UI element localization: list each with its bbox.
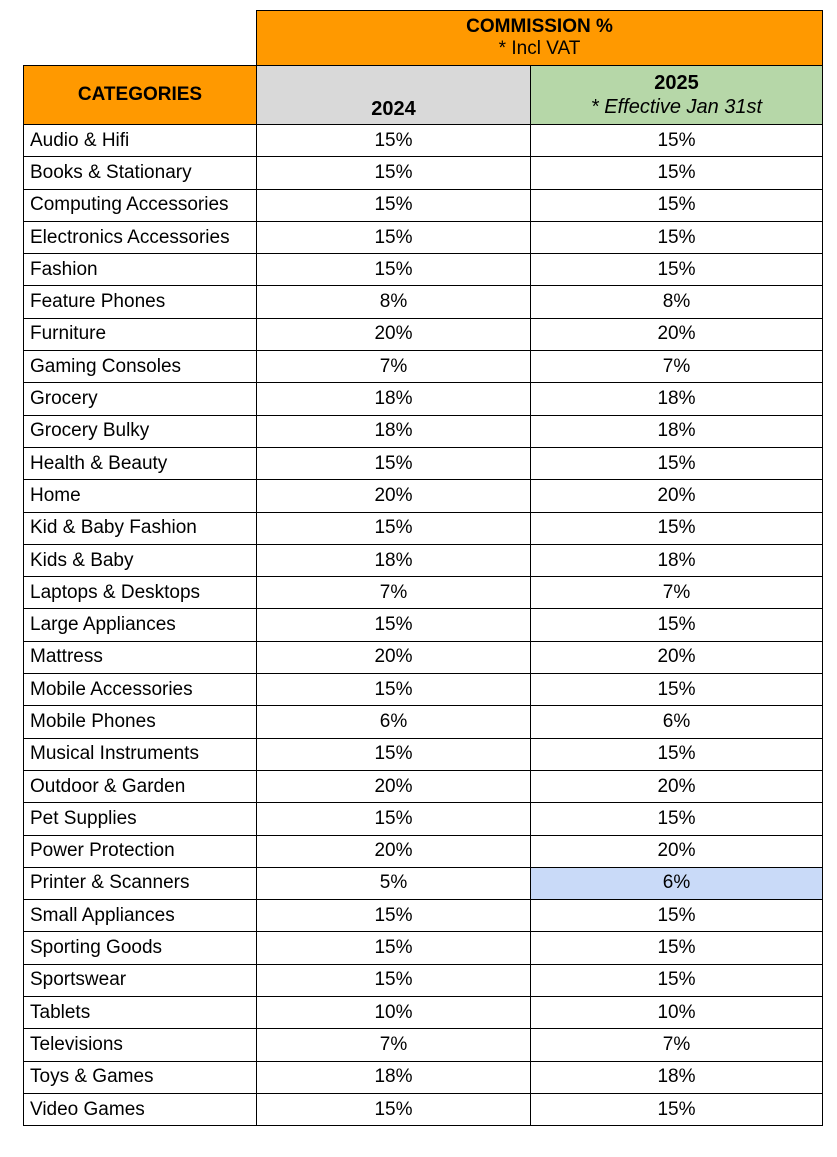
commission-table xyxy=(23,10,823,1126)
commission-2025-cell: 15% xyxy=(531,157,823,189)
commission-2024-cell: 15% xyxy=(257,1093,531,1125)
table-row xyxy=(24,286,823,318)
table-row xyxy=(24,997,823,1029)
commission-2024-cell: 20% xyxy=(257,641,531,673)
commission-2024-cell: 20% xyxy=(257,480,531,512)
commission-2024-cell: 8% xyxy=(257,286,531,318)
table-row xyxy=(24,609,823,641)
commission-header xyxy=(257,11,823,66)
commission-2025-cell: 7% xyxy=(531,1029,823,1061)
commission-2025-cell: 7% xyxy=(531,351,823,383)
table-row xyxy=(24,900,823,932)
commission-2025-cell: 10% xyxy=(531,997,823,1029)
table-row xyxy=(24,544,823,576)
commission-2024-cell: 15% xyxy=(257,254,531,286)
table-row xyxy=(24,577,823,609)
category-cell: Home xyxy=(24,480,257,512)
table-row xyxy=(24,1029,823,1061)
table-row xyxy=(24,803,823,835)
commission-2024-cell: 20% xyxy=(257,835,531,867)
commission-2024-cell: 15% xyxy=(257,189,531,221)
commission-2024-cell: 15% xyxy=(257,932,531,964)
commission-title: COMMISSION % xyxy=(466,16,613,37)
table-row xyxy=(24,447,823,479)
commission-2024-cell: 15% xyxy=(257,125,531,157)
category-cell: Televisions xyxy=(24,1029,257,1061)
commission-2024-cell: 10% xyxy=(257,997,531,1029)
commission-2024-cell: 20% xyxy=(257,318,531,350)
commission-2024-cell: 18% xyxy=(257,415,531,447)
category-cell: Audio & Hifi xyxy=(24,125,257,157)
table-row xyxy=(24,189,823,221)
table-row xyxy=(24,383,823,415)
category-cell: Printer & Scanners xyxy=(24,867,257,899)
commission-2024-cell: 7% xyxy=(257,351,531,383)
commission-2024-cell: 5% xyxy=(257,867,531,899)
commission-2024-cell: 18% xyxy=(257,1061,531,1093)
header-row-top xyxy=(24,11,823,66)
commission-2025-cell: 15% xyxy=(531,189,823,221)
commission-2025-cell: 15% xyxy=(531,900,823,932)
year-2025-note: * Effective Jan 31st xyxy=(590,96,763,118)
commission-2025-cell: 20% xyxy=(531,835,823,867)
category-cell: Power Protection xyxy=(24,835,257,867)
category-cell: Pet Supplies xyxy=(24,803,257,835)
table-row xyxy=(24,512,823,544)
category-cell: Musical Instruments xyxy=(24,738,257,770)
commission-2024-cell: 15% xyxy=(257,221,531,253)
categories-header: CATEGORIES xyxy=(24,66,257,125)
header-corner-blank xyxy=(24,11,257,66)
commission-2024-cell: 15% xyxy=(257,157,531,189)
table-row xyxy=(24,221,823,253)
commission-2024-cell: 7% xyxy=(257,1029,531,1061)
commission-2025-cell: 18% xyxy=(531,1061,823,1093)
table-row xyxy=(24,964,823,996)
table-row xyxy=(24,480,823,512)
table-row xyxy=(24,318,823,350)
commission-2024-cell: 15% xyxy=(257,900,531,932)
table-row xyxy=(24,932,823,964)
category-cell: Computing Accessories xyxy=(24,189,257,221)
table-row xyxy=(24,738,823,770)
table-row xyxy=(24,157,823,189)
category-cell: Small Appliances xyxy=(24,900,257,932)
table-row xyxy=(24,835,823,867)
commission-2025-cell: 15% xyxy=(531,447,823,479)
category-cell: Mobile Phones xyxy=(24,706,257,738)
commission-2024-cell: 7% xyxy=(257,577,531,609)
year-2025-label: 2025 xyxy=(654,72,699,94)
category-cell: Grocery xyxy=(24,383,257,415)
table-row xyxy=(24,706,823,738)
commission-2025-cell: 6% xyxy=(531,706,823,738)
table-row xyxy=(24,770,823,802)
commission-2025-cell: 15% xyxy=(531,803,823,835)
table-row xyxy=(24,254,823,286)
commission-2024-cell: 15% xyxy=(257,609,531,641)
year-2025-header xyxy=(531,66,823,125)
category-cell: Health & Beauty xyxy=(24,447,257,479)
commission-2025-cell: 15% xyxy=(531,512,823,544)
commission-2024-cell: 15% xyxy=(257,447,531,479)
commission-2024-cell: 18% xyxy=(257,383,531,415)
commission-2024-cell: 6% xyxy=(257,706,531,738)
year-2024-header: 2024 xyxy=(257,66,531,125)
table-row xyxy=(24,415,823,447)
commission-2025-cell: 18% xyxy=(531,415,823,447)
commission-2025-cell: 7% xyxy=(531,577,823,609)
commission-2025-cell: 15% xyxy=(531,254,823,286)
table-row xyxy=(24,125,823,157)
category-cell: Kid & Baby Fashion xyxy=(24,512,257,544)
table-row xyxy=(24,1061,823,1093)
commission-2025-cell: 20% xyxy=(531,641,823,673)
commission-2025-cell: 8% xyxy=(531,286,823,318)
category-cell: Gaming Consoles xyxy=(24,351,257,383)
commission-2025-cell: 15% xyxy=(531,221,823,253)
commission-2025-cell: 15% xyxy=(531,932,823,964)
category-cell: Kids & Baby xyxy=(24,544,257,576)
category-cell: Mattress xyxy=(24,641,257,673)
category-cell: Furniture xyxy=(24,318,257,350)
category-cell: Feature Phones xyxy=(24,286,257,318)
commission-2024-cell: 15% xyxy=(257,738,531,770)
commission-note: * Incl VAT xyxy=(498,38,581,59)
category-cell: Grocery Bulky xyxy=(24,415,257,447)
category-cell: Laptops & Desktops xyxy=(24,577,257,609)
commission-2024-cell: 18% xyxy=(257,544,531,576)
commission-2025-cell: 20% xyxy=(531,770,823,802)
commission-2025-cell: 15% xyxy=(531,1093,823,1125)
category-cell: Outdoor & Garden xyxy=(24,770,257,802)
category-cell: Mobile Accessories xyxy=(24,674,257,706)
commission-2024-cell: 15% xyxy=(257,803,531,835)
commission-2024-cell: 20% xyxy=(257,770,531,802)
commission-2025-cell: 15% xyxy=(531,609,823,641)
commission-2025-cell: 15% xyxy=(531,964,823,996)
category-cell: Video Games xyxy=(24,1093,257,1125)
category-cell: Books & Stationary xyxy=(24,157,257,189)
category-cell: Fashion xyxy=(24,254,257,286)
commission-2025-cell: 15% xyxy=(531,674,823,706)
table-row xyxy=(24,641,823,673)
header-row-columns xyxy=(24,66,823,125)
category-cell: Toys & Games xyxy=(24,1061,257,1093)
category-cell: Large Appliances xyxy=(24,609,257,641)
table-row xyxy=(24,1093,823,1125)
commission-2024-cell: 15% xyxy=(257,964,531,996)
table-row xyxy=(24,867,823,899)
category-cell: Sportswear xyxy=(24,964,257,996)
category-cell: Sporting Goods xyxy=(24,932,257,964)
commission-2025-cell: 18% xyxy=(531,383,823,415)
commission-2025-cell: 15% xyxy=(531,125,823,157)
table-body xyxy=(24,11,823,1126)
commission-2024-cell: 15% xyxy=(257,512,531,544)
category-cell: Electronics Accessories xyxy=(24,221,257,253)
commission-2024-cell: 15% xyxy=(257,674,531,706)
table-row xyxy=(24,351,823,383)
commission-2025-cell: 6% xyxy=(531,867,823,899)
commission-2025-cell: 18% xyxy=(531,544,823,576)
commission-2025-cell: 20% xyxy=(531,318,823,350)
table-row xyxy=(24,674,823,706)
category-cell: Tablets xyxy=(24,997,257,1029)
commission-2025-cell: 20% xyxy=(531,480,823,512)
commission-2025-cell: 15% xyxy=(531,738,823,770)
